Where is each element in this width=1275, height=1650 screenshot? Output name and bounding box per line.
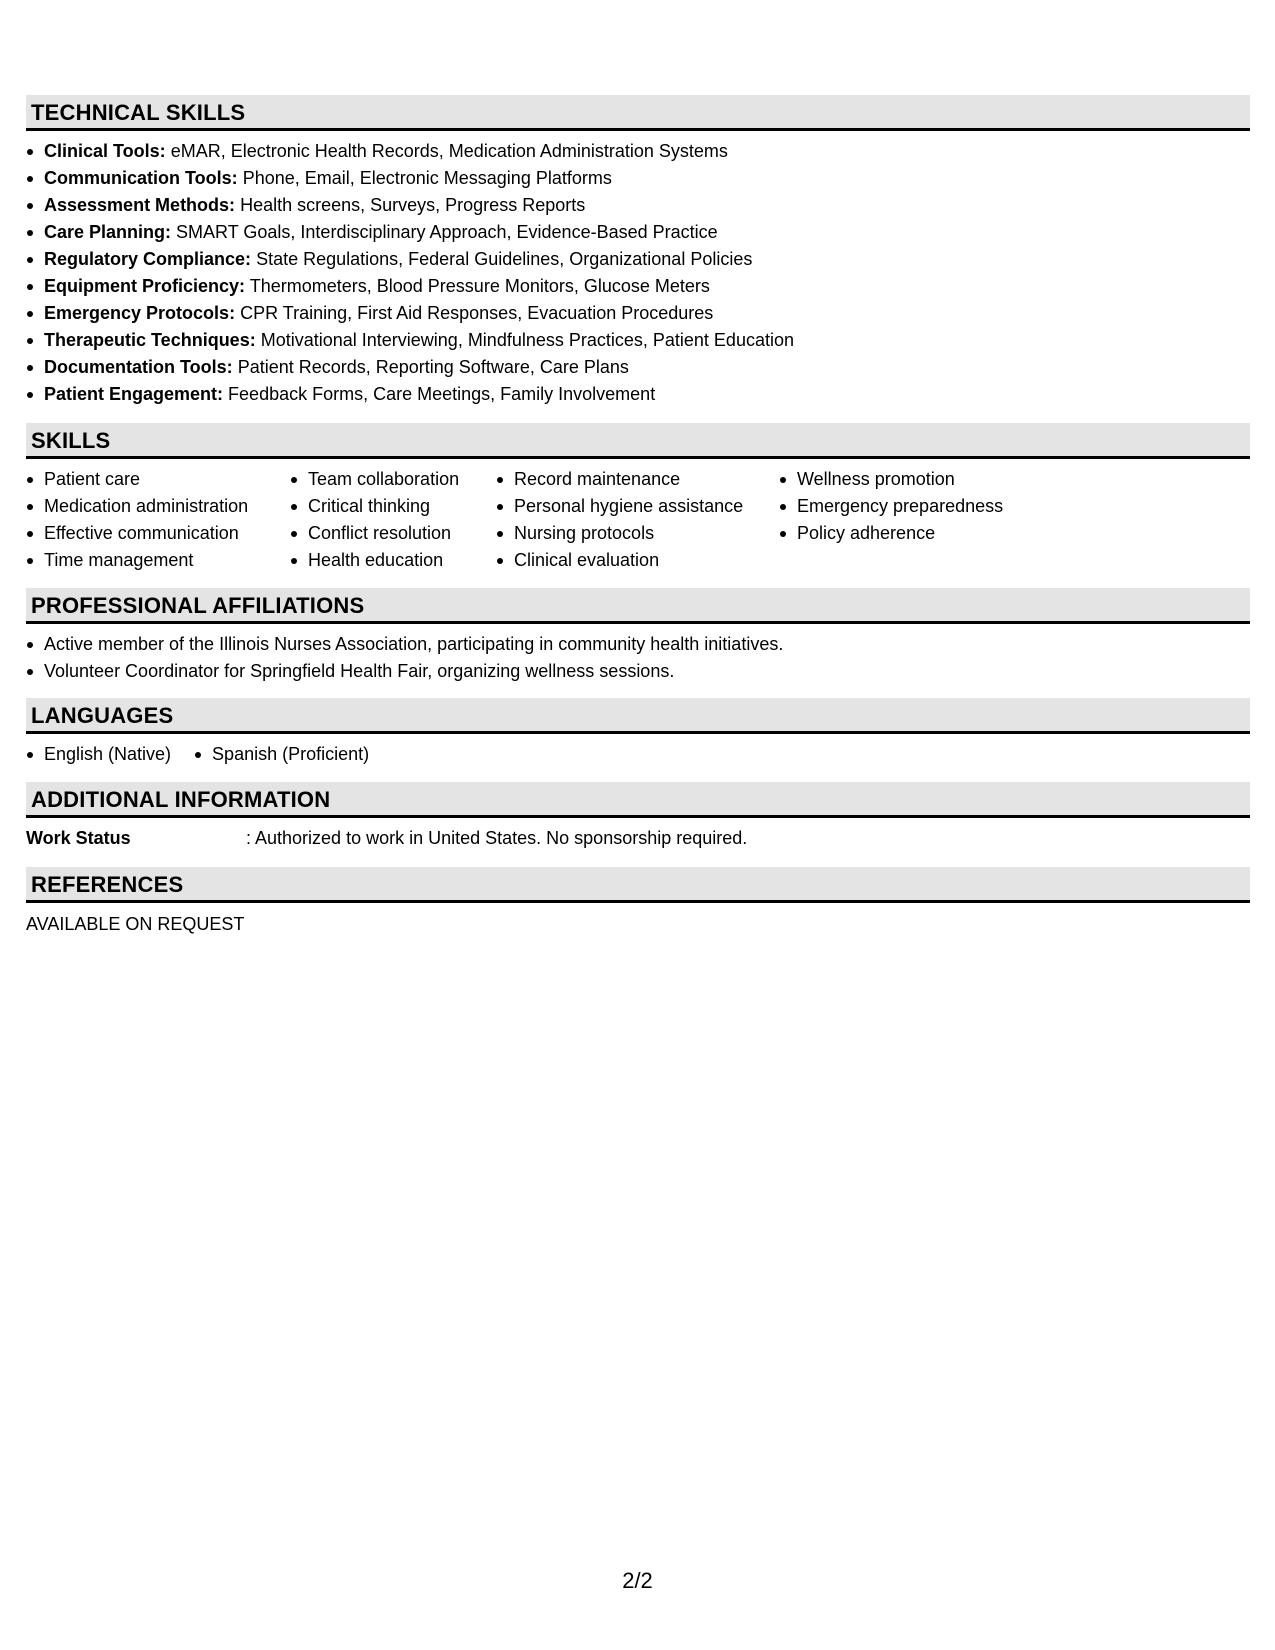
list-item: Team collaboration [290, 466, 496, 493]
skill-category-label: Regulatory Compliance: [44, 249, 252, 269]
list-item: Nursing protocols [496, 520, 779, 547]
skills-column [26, 466, 290, 574]
affiliations-list [26, 631, 1250, 685]
skill-category-label: Patient Engagement: [44, 384, 224, 404]
work-status-row [26, 825, 1250, 852]
list-item [26, 219, 1250, 246]
list-item: Effective communication [26, 520, 290, 547]
resume-page [26, 95, 1250, 938]
list-item: Medication administration [26, 493, 290, 520]
page-number: 2/2 [622, 1568, 653, 1593]
skill-category-value: SMART Goals, Interdisciplinary Approach, Evidence-Based Practice [176, 222, 718, 242]
skill-category-label: Emergency Protocols: [44, 303, 236, 323]
skill-category-value: Feedback Forms, Care Meetings, Family Involvement [228, 384, 656, 404]
list-item: Personal hygiene assistance [496, 493, 779, 520]
list-item: Emergency preparedness [779, 493, 1039, 520]
skills-column [290, 466, 496, 574]
skills-columns [26, 466, 1250, 574]
list-item [26, 381, 1250, 408]
skill-category-value: CPR Training, First Aid Responses, Evacuation Procedures [240, 303, 714, 323]
references-section [26, 867, 1250, 938]
list-item: Health education [290, 547, 496, 574]
section-heading: TECHNICAL SKILLS [26, 95, 1250, 131]
list-item: English (Native) [26, 741, 171, 768]
list-item [26, 273, 1250, 300]
list-item: Volunteer Coordinator for Springfield Health Fair, organizing wellness sessions. [26, 658, 1250, 685]
list-item: Critical thinking [290, 493, 496, 520]
list-item: Wellness promotion [779, 466, 1039, 493]
list-item [26, 300, 1250, 327]
list-item [26, 327, 1250, 354]
additional-information-section [26, 782, 1250, 852]
skill-category-value: Health screens, Surveys, Progress Reports [240, 195, 586, 215]
section-heading: PROFESSIONAL AFFILIATIONS [26, 588, 1250, 624]
skill-category-label: Documentation Tools: [44, 357, 233, 377]
technical-skills-section [26, 95, 1250, 408]
languages-list [26, 741, 1250, 768]
skills-column [496, 466, 779, 574]
skill-category-value: eMAR, Electronic Health Records, Medication Administration Systems [170, 141, 728, 161]
section-heading: ADDITIONAL INFORMATION [26, 782, 1250, 818]
languages-section [26, 698, 1250, 768]
list-item: Policy adherence [779, 520, 1039, 547]
skill-category-value: Thermometers, Blood Pressure Monitors, Glucose Meters [249, 276, 710, 296]
work-status-value: : Authorized to work in United States. No sponsorship required. [246, 828, 748, 848]
list-item: Patient care [26, 466, 290, 493]
list-item: Conflict resolution [290, 520, 496, 547]
skill-category-value: Motivational Interviewing, Mindfulness Practices, Patient Education [260, 330, 794, 350]
list-item: Spanish (Proficient) [194, 741, 369, 768]
list-item [26, 138, 1250, 165]
list-item: Record maintenance [496, 466, 779, 493]
skill-category-label: Communication Tools: [44, 168, 238, 188]
list-item: Active member of the Illinois Nurses Association, participating in community health initiatives. [26, 631, 1250, 658]
list-item [26, 354, 1250, 381]
work-status-label: Work Status [26, 828, 131, 848]
skills-section [26, 423, 1250, 574]
list-item: Clinical evaluation [496, 547, 779, 574]
list-item [26, 165, 1250, 192]
section-heading: REFERENCES [26, 867, 1250, 903]
skill-category-value: State Regulations, Federal Guidelines, Organizational Policies [256, 249, 753, 269]
list-item [26, 192, 1250, 219]
list-item: Time management [26, 547, 290, 574]
section-heading: LANGUAGES [26, 698, 1250, 734]
skill-category-label: Assessment Methods: [44, 195, 236, 215]
skill-category-value: Phone, Email, Electronic Messaging Platforms [242, 168, 612, 188]
professional-affiliations-section [26, 588, 1250, 685]
references-text: AVAILABLE ON REQUEST [26, 914, 245, 934]
section-heading: SKILLS [26, 423, 1250, 459]
skill-category-label: Therapeutic Techniques: [44, 330, 256, 350]
skills-column [779, 466, 1039, 574]
technical-skills-list [26, 138, 1250, 408]
skill-category-value: Patient Records, Reporting Software, Care Plans [237, 357, 629, 377]
skill-category-label: Care Planning: [44, 222, 172, 242]
skill-category-label: Clinical Tools: [44, 141, 166, 161]
list-item [26, 246, 1250, 273]
skill-category-label: Equipment Proficiency: [44, 276, 246, 296]
